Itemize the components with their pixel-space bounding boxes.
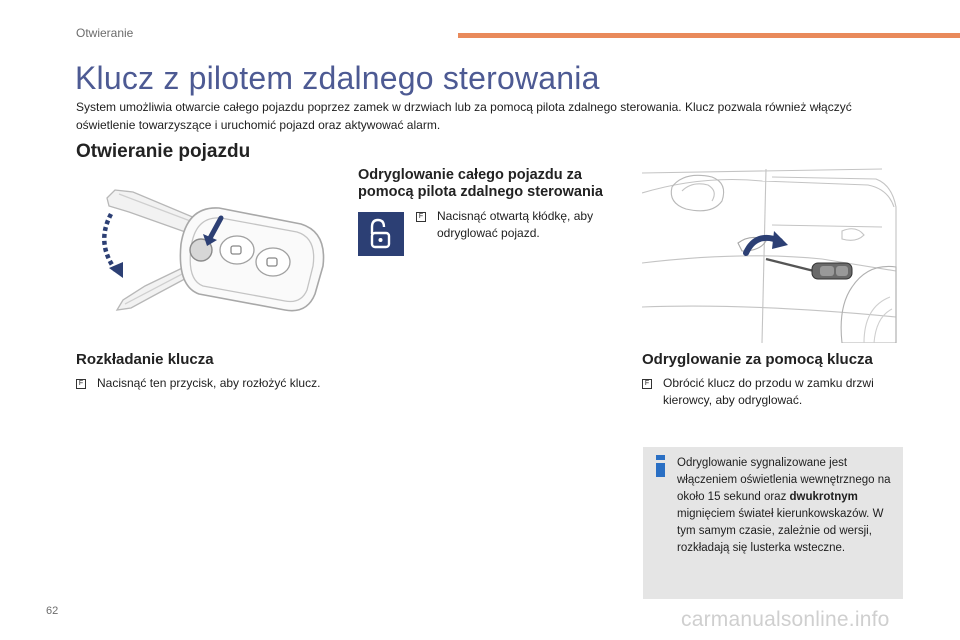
info-text xyxy=(677,455,903,557)
remote-unlock-step-text: Nacisnąć otwartą kłódkę, aby odryglować pojazd. xyxy=(437,209,594,240)
fold-key-step xyxy=(76,375,376,392)
section-heading: Otwieranie pojazdu xyxy=(76,141,251,162)
key-unlock-heading: Odryglowanie za pomocą klucza xyxy=(642,351,873,368)
key-unlock-step-text: Obrócić klucz do przodu w zamku drzwi kierowcy, aby odryglować. xyxy=(663,376,874,407)
unlocked-padlock-icon xyxy=(358,212,404,256)
intro-paragraph: System umożliwia otwarcie całego pojazdu poprzez zamek w drzwiach lub za pomocą pilota zdalnego sterowania. Klucz pozwala również włączyć oświetlenie towarzyszące i uruchomić pojazd oraz aktywować alarm. xyxy=(76,100,852,132)
car-door-key-illustration xyxy=(642,167,904,343)
info-text-part: mignięciem świateł kierunkowskazów. W tym samym czasie, zależnie od wersji, rozkładają się lusterka wsteczne. xyxy=(677,508,884,554)
remote-unlock-heading: Odryglowanie całego pojazdu za pomocą pilota zdalnego sterowania xyxy=(358,167,603,200)
info-box xyxy=(643,447,903,599)
bullet-marker: F xyxy=(416,212,426,222)
info-icon xyxy=(654,455,668,477)
watermark: carmanualsonline.info xyxy=(681,608,890,631)
header-accent-bar xyxy=(458,33,960,38)
bullet-marker: F xyxy=(642,379,652,389)
section-header: Otwieranie xyxy=(76,26,134,40)
fold-key-heading: Rozkładanie klucza xyxy=(76,351,214,368)
fold-key-step-text: Nacisnąć ten przycisk, aby rozłożyć klucz. xyxy=(97,376,321,390)
page-number: 62 xyxy=(46,605,59,617)
bullet-marker: F xyxy=(76,379,86,389)
remote-unlock-step xyxy=(416,208,616,242)
info-text-emphasis: dwukrotnym xyxy=(789,491,858,503)
info-text-part: Odryglowanie sygnalizowane jest włączeniem oświetlenia wewnętrznego na około 15 sekund oraz xyxy=(677,457,891,503)
page-title: Klucz z pilotem zdalnego sterowania xyxy=(75,60,600,96)
key-fold-illustration xyxy=(95,182,335,322)
key-unlock-step xyxy=(642,375,902,409)
